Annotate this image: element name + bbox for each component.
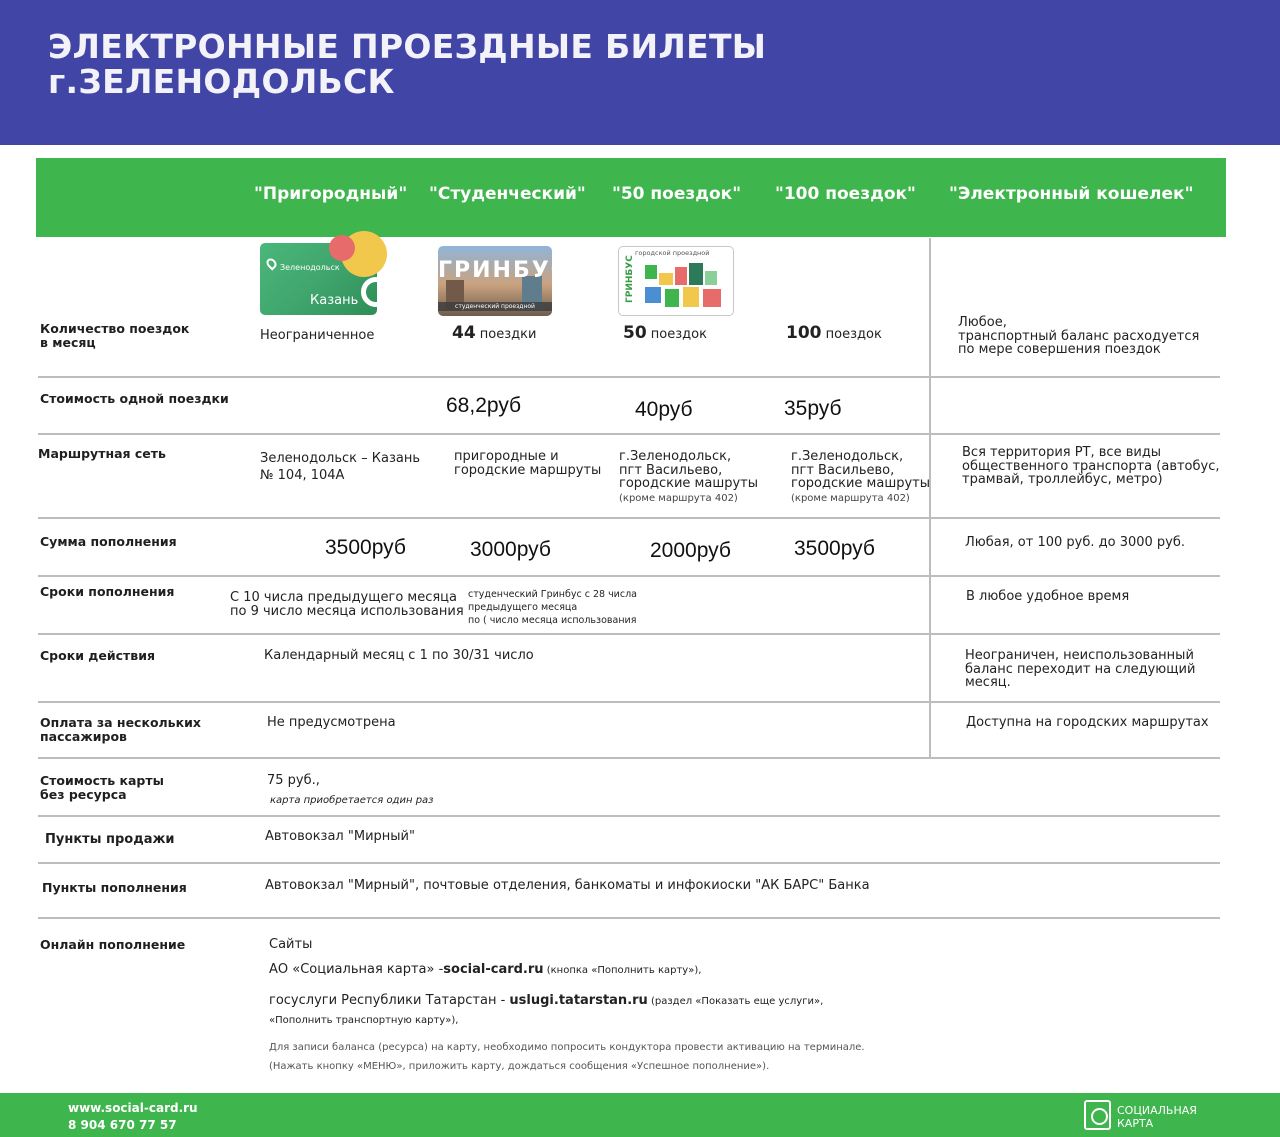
sale-points-value: Автовокзал "Мирный" <box>265 829 415 844</box>
decor-house <box>689 263 703 285</box>
footer-phone: 8 904 670 77 57 <box>68 1118 177 1132</box>
decor-house <box>703 289 721 307</box>
validity-wallet: Неограничен, неиспользованный баланс переходит на следующий месяц. <box>965 648 1196 690</box>
decor-house <box>659 273 673 285</box>
decor-house <box>705 271 717 285</box>
network-wallet: Вся территория РТ, все виды общественного транспорта (автобус, трамвай, троллейбус, метро) <box>962 445 1220 487</box>
footer-brand-line2: КАРТА <box>1117 1117 1154 1130</box>
row-divider <box>38 376 1220 378</box>
multi-pay-general: Не предусмотрена <box>267 715 396 730</box>
cost-student: 68,2руб <box>446 394 522 417</box>
card-caption: студенческий проездной <box>438 302 552 311</box>
row-divider <box>38 815 1220 817</box>
multi-pay-wallet: Доступна на городских маршрутах <box>966 715 1209 730</box>
row-label-topup-dates: Сроки пополнения <box>40 584 175 599</box>
card-student-image <box>438 246 569 316</box>
tab-50-trips: "50 поездок" <box>612 184 742 204</box>
card-cost-value: 75 руб., <box>267 773 320 788</box>
decor-house <box>645 287 661 303</box>
decor-house <box>645 265 657 279</box>
network-100-note: (кроме маршрута 402) <box>791 493 910 504</box>
row-divider <box>38 757 1220 759</box>
network-50-note: (кроме маршрута 402) <box>619 493 738 504</box>
online-line-gosuslugi: госуслуги Республики Татарстан - uslugi.tatarstan.ru (раздел «Показать еще услуги», <box>269 993 824 1008</box>
row-label-trips: Количество поездок в месяц <box>40 321 190 350</box>
row-divider <box>38 517 1220 519</box>
tab-100-trips: "100 поездок" <box>775 184 916 204</box>
row-divider <box>38 917 1220 919</box>
online-line-social-card: АО «Социальная карта» -social-card.ru (кнопка «Пополнить карту»), <box>269 962 702 977</box>
row-label-topup-sum: Сумма пополнения <box>40 534 177 549</box>
social-card-logo-icon <box>1084 1100 1111 1130</box>
topup-dates-student: студенческий Гринбус с 28 числа предыдущего месяца по ( число месяца использования <box>468 589 637 626</box>
topup-points-value: Автовокзал "Мирный", почтовые отделения, банкоматы и инфокиоски "АК БАРС" Банка <box>265 878 870 893</box>
card-cost-note: карта приобретается один раз <box>270 795 434 806</box>
topup-sum-50: 2000руб <box>650 539 731 562</box>
page-title: ЭЛЕКТРОННЫЕ ПРОЕЗДНЫЕ БИЛЕТЫ <box>48 27 767 66</box>
trips-100: 100 поездок <box>786 323 882 343</box>
card-brand: ГРИНБУС <box>438 258 569 283</box>
row-divider <box>38 633 1220 635</box>
tab-student: "Студенческий" <box>429 184 586 204</box>
row-divider <box>38 862 1220 864</box>
topup-dates-wallet: В любое удобное время <box>966 589 1130 604</box>
validity-general: Календарный месяц с 1 по 30/31 число <box>264 648 534 663</box>
decor-ring <box>361 277 391 307</box>
decor-house <box>675 267 687 285</box>
card-caption: городской проездной <box>635 249 710 257</box>
row-label-topup-points: Пункты пополнения <box>42 880 187 895</box>
page-footer <box>0 1093 1280 1137</box>
trips-wallet: Любое, транспортный баланс расходуется по мере совершения поездок <box>958 315 1200 357</box>
footer-site-link[interactable]: www.social-card.ru <box>68 1101 198 1115</box>
card-city: Зеленодольск <box>280 263 340 272</box>
row-label-sale-points: Пункты продажи <box>45 832 175 847</box>
ticket-types-bar <box>36 158 1226 237</box>
row-divider <box>38 701 1220 703</box>
card-50-image <box>618 246 734 316</box>
row-divider <box>38 575 1220 577</box>
page-header <box>0 0 1280 145</box>
online-line-gosuslugi-cont: «Пополнить транспортную карту»), <box>269 1015 459 1026</box>
topup-sum-100: 3500руб <box>794 537 875 560</box>
card-destination: Казань <box>310 293 359 308</box>
row-label-card-cost: Стоимость карты без ресурса <box>40 773 164 802</box>
tab-prigorodny: "Пригородный" <box>254 184 408 204</box>
social-card-link[interactable]: social-card.ru <box>443 962 544 977</box>
row-label-network: Маршрутная сеть <box>38 446 166 461</box>
online-note-1: Для записи баланса (ресурса) на карту, необходимо попросить кондуктора провести активацию на терминале. <box>269 1042 865 1053</box>
footer-brand-line1: СОЦИАЛЬНАЯ <box>1117 1104 1197 1117</box>
decor-house <box>665 289 679 307</box>
topup-sum-student: 3000руб <box>470 538 551 561</box>
online-note-2: (Нажать кнопку «МЕНЮ», приложить карту, дождаться сообщения «Успешное пополнение»). <box>269 1061 770 1072</box>
tab-e-wallet: "Электронный кошелек" <box>949 184 1194 204</box>
location-pin-icon <box>264 256 278 270</box>
card-prigorodny-image <box>260 243 377 315</box>
cost-100: 35руб <box>784 397 842 420</box>
row-label-validity: Сроки действия <box>40 648 155 663</box>
network-prigorodny: Зеленодольск – Казань № 104, 104А <box>260 451 421 483</box>
decor-circle <box>329 235 355 261</box>
trips-prigorodny: Неограниченное <box>260 328 375 343</box>
topup-dates-general: С 10 числа предыдущего месяца по 9 число месяца использования <box>230 590 464 619</box>
network-50: г.Зеленодольск, пгт Васильево, городские машруты <box>619 449 759 491</box>
row-label-cost: Стоимость одной поездки <box>40 391 229 406</box>
trips-student: 44 поездки <box>452 323 537 343</box>
row-divider <box>38 433 1220 435</box>
cost-50: 40руб <box>635 398 693 421</box>
card-brand: ГРИНБУС <box>625 255 635 303</box>
topup-sum-prigorodny: 3500руб <box>325 536 406 559</box>
network-student: пригородные и городские маршруты <box>454 449 602 478</box>
column-divider <box>929 238 931 758</box>
row-label-online: Онлайн пополнение <box>40 937 186 952</box>
decor-house <box>683 287 699 307</box>
topup-sum-wallet: Любая, от 100 руб. до 3000 руб. <box>965 535 1186 550</box>
trips-50: 50 поездок <box>623 323 707 343</box>
uslugi-tatarstan-link[interactable]: uslugi.tatarstan.ru <box>509 993 648 1008</box>
online-sites-label: Сайты <box>269 937 313 952</box>
page-subtitle: г.ЗЕЛЕНОДОЛЬСК <box>48 62 395 101</box>
network-100: г.Зеленодольск, пгт Васильево, городские машруты <box>791 449 931 491</box>
row-label-multi-pay: Оплата за нескольких пассажиров <box>40 715 201 744</box>
